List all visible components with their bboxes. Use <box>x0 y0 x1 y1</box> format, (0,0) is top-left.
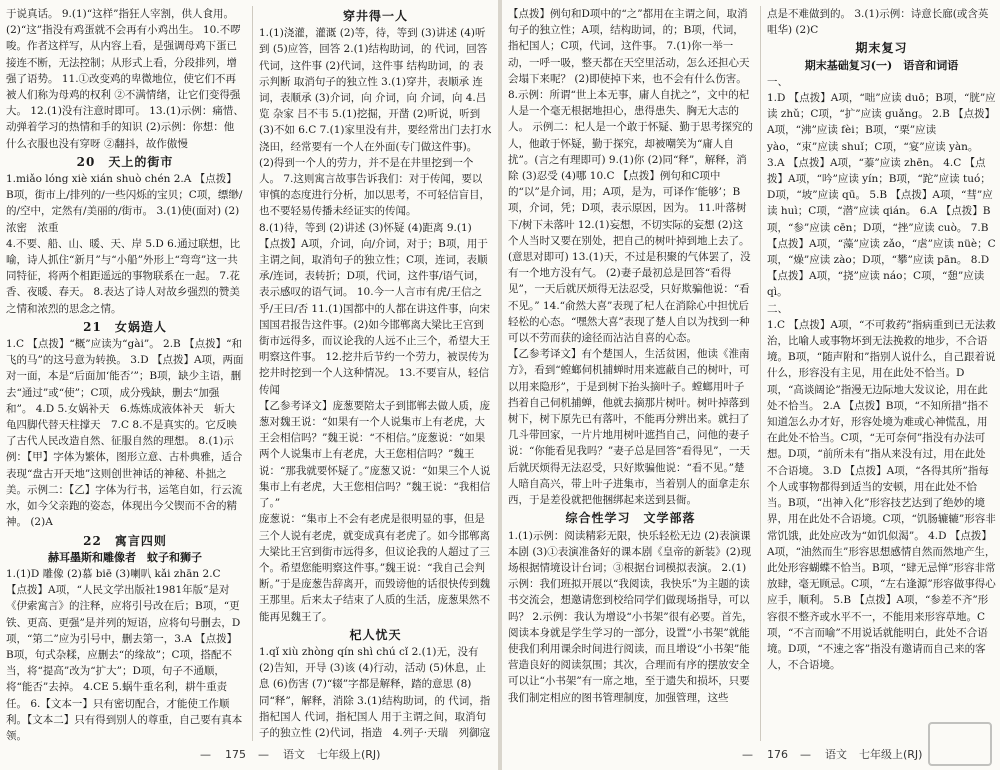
left-column-1 <box>6 6 244 741</box>
answer-paragraph: 于说真话。 9.(1)“这样”指狂人宰割，供人食用。 (2)“这”指没有鸡蛋就不会再有小鸡出生。 10.不啰唆。作者这样写，从内容上看，是强调母鸡下蛋已接连不断，无法控制；从形式上看，分段排列，增强了语势。 11.①改变鸡的卑微地位，使它们不再被人们称为母鸡的权利 ②不满情绪，让它们变得强大。 12.(1)没有注意时即可。 13.(1)示例：痛惜、动弹着学习的热情和手的知识 (2)示例：你想：他什么衣服也没有穿呀 ②翻抖，故作傲慢 <box>6 8 244 150</box>
subject-label: 语文 <box>283 748 305 761</box>
section-heading: 杞人忧天 <box>349 627 402 642</box>
answer-paragraph: 1.qǐ xiù zhòng qín shì chú cǐ 2.(1)无，没有 (2)告知，开导 (3)该 (4)行动，活动 (5)休息，止息 (6)伤害 (7)“辍”字都是解释，踏的意思 (8)同“释”，解释，消除 3.(1)结构助词，的 代词，指 指杞国人 代词，指杞国人 用于主谓之间，取消句子的独立性 (2)代词，指造 4.列子·天瑞 列御寇 <box>259 645 491 739</box>
answer-paragraph: 1.C 【点拨】“概”应读为“gài”。 2.B 【点拨】“和飞的马”的这号意为转换。 3.D 【点拨】A项，两面对一面，本是“后面加‘能否’”；B项，缺少主语，删去“通过”或“使”；C项，成分残缺，删去“加强和”。 4.D 5.女娲补天 6.炼炼成液体补天 斩大龟四脚代替天柱撑天 7.C 8.不是真实的。它反映了古代人民改造自然、征服自然的理想。 8.(1)示例：【甲】字体为繁体，图形立意、古朴典雅，适合表现“盘古开天地”这则创世神话的神秘、朴拙之美。示例二：【乙】字体为行书，运笔自如，行云流水，如今父亲跑的姿态，体现出今父锲而不舍的精神。 (2)A <box>6 338 244 529</box>
left-page <box>0 0 498 770</box>
right-column-2 <box>760 6 996 741</box>
answer-paragraph: 1.(1)浇灌，灌溉 (2)等，待，等到 (3)讲述 (4)听到 (5)应答，回答 2.(1)结构助词，的 代词，回答 代词，这件事 (2)代词，这件事 结构助词，的 表示判断 取消句子的独立性 3.(1)穿井，表顺承 连词，表顺承 (3)介词，向 介词，向 介词，向 4.吕览 杂家 吕不韦 5.(1)挖掘，开凿 (2)听说，听到 (3)不如 6.C 7.(1)家里没有井，要经常出门去打水浇田，经常要有一个人在外面(专门做这件事)。(2)得到一个人的劳力，并不是在井里挖到一个人。 7.这则寓言故事告诉我们：对于传闻，要以审慎的态度进行分析，加以思考，不可轻信盲目，也不要轻易传播未经证实的传闻。 <box>259 27 492 218</box>
answer-paragraph: 1.miǎo lóng xiè xián shuò chén 2.A 【点拨】B项，街市上/排列的/一些闪烁的宝贝；C项，缥缈/的/空中，定然有/美丽的/街市。 3.(1)使(面对) (2)浓密 浓重 <box>6 173 243 234</box>
right-column-1 <box>508 6 753 741</box>
answer-paragraph: 二、 <box>767 302 788 315</box>
section-heading: 20 天上的街市 <box>76 154 174 169</box>
answer-paragraph: 【点拨】例句和D项中的“之”都用在主谓之间，取消句子的独立性；A项，结构助词，的；B项，代词，指杞国人；C项，代词，这件事。 7.(1)你一举一动，一呼一吸，整天都在天空里活动，怎么还担心天会塌下来呢？ (2)即使掉下来，也不会有什么伤害。 8.示例：所谓“世上本无事，庸人自扰之”，文中的杞人是一个毫无根据地担心，患得患失、胸无大志的人。 示例二：杞人是一个敢于怀疑、勤于思考探究的人，他敢于怀疑，勤于探究，却被嘲笑为“庸人自扰”。(言之有理即可) 9.(1)你 (2)同“释”，解释，消除 (3)忍受 (4)哪 10.C 【点拨】例句和C项中的“以”是介词，用；A项，是为，可译作‘能够’；B项，介词，凭；D项，表示原因，因为。 11.叶落树下/树下未落叶 12.(1)妄想，不切实际的妄想 (2)这个人当时又要在别处，把自己的树叶掉到地上去了。(意思对即可) 13.(1)天，不过是积聚的气体罢了，没有一个地方没有气。 (2)妻子最初总是回答“看得见”，一天后就厌烦得无法忍受，只好欺骗他说：“看不见。” 14.“俞然大喜”表现了杞人在消除心中担忧后轻松的心态。“嘿然大喜”表现了楚人自以为找到一种可以不劳而获的途径而沾沾自喜的心态。 <box>508 8 753 345</box>
answer-paragraph: 点是不难做到的。 3.(1)示例：诗意长廊(或含英咀华) (2)C <box>767 8 989 37</box>
grade-label: 七年级上(RJ) <box>859 748 923 761</box>
answer-paragraph: 1.(1)示例：阅读精彩无限，快乐轻松无边 (2)表演课本剧 (3)①表演准备好的课本剧《皇帝的新装》(2)现场根据情境设计台词；③根据台词模拟表演。 2.(1)示例：我们班拟开展以“我阅读，我快乐”为主题的读书交流会，想邀请您到校给同学们做现场指导，可以吗？ 2.示例：我认为增设“小书架”很有必要。首先，阅读本身就是学生学习的一部分，设置“小书架”就能使我们利用课余时间进行阅读，而且增设“小书架”能营造良好的阅读氛围；其次，合理而有序的摆放安全可以让“小书架”有一席之地，至于遗失和损坏，只要我们制定相应的图书管理制度，加强管理，这些 <box>508 529 753 704</box>
answer-paragraph: 【乙参考译文】庞葱要陪太子到邯郸去做人质，庞葱对魏王说：“如果有一个人说集市上有老虎，大王会相信吗？”魏王说：“不相信。”庞葱说：“如果两个人说集市上有老虎，大王您相信吗？”魏王说：“那我就要怀疑了。”庞葱又说：“如果三个人说集市上有老虎，大王您相信吗？”魏王说：“我相信了。” <box>259 399 491 510</box>
answer-paragraph: 【乙参考译文】有个楚国人，生活贫困，他读《淮南方》，看到“螳螂伺机捕蝉时用来遮蔽自己的树叶，可以用来隐形”，于是到树下抬头摘叶子。螳螂用叶子挡着自己伺机捕蝉，他就去摘那片树叶。树叶掉落到树下，树下原先已有落叶，不能再分辨出来。就扫了几斗带回家，一片片地用树叶遮挡自己，问他的妻子说：“你能看见我吗？”妻子总是回答“看得见”，一天后就厌烦得无法忍受，只好欺骗他说：“看不见。”楚人暗自高兴，带上叶子进集市，当着别人的面拿走东西，于是差役就把他捆绑起来送到县衙。 <box>508 348 750 507</box>
answer-paragraph: 1.C 【点拨】A项，“不可救药”指病重到已无法救治，比喻人或事物坏到无法挽救的地步，不合语境。B项，“随声附和”指别人说什么，自己跟着说什么，形容没有主见，用在此处不恰当。D项，“高谈阔论”指漫无边际地大发议论，用在此处不恰当。 2.A 【点拨】B项，“不知所措”指不知道怎么办才好，形容处境为难或心神慌乱，用在此处不恰当。C项，“无可奈何”指没有办法可想。D项，“前所未有”指从来没有过，用在此处不合语境。 3.D 【点拨】A项，“各得其所”指每个人或事物都得到适当的安顿，用在此处不恰当。B项，“出神入化”形容技艺达到了绝妙的境界，用在此处不合语境。C项，“饥肠辘辘”形容非常饥饿，此处应改为“如饥似渴”。 4.D 【点拨】A项，“油然而生”形容思想感情自然而然地产生，此处形容蝴蝶不恰当。B项，“肆无忌惮”形容非常放肆，毫无顾忌。C项，“左右逢源”形容做事得心应手，顺利。 5.B 【点拨】A项，“参差不齐”形容很不整齐或水平不一，不能用来形容草地。C项，“不言而喻”不用说话就能明白，此处不合语境。D项，“不速之客”指没有邀请而自己来的客人，不合语境。 <box>767 318 996 672</box>
right-page-footer: — 176 — 语文 七年级上(RJ) <box>742 747 923 761</box>
answer-paragraph: 1.(1)D 雕像 (2)慕 biē (3)喇叭 kǎi zhān 2.C 【点拨】A项，“人民文学出版社1981年版”是对《伊索寓言》的注释，应将引号改在后；B项，“更铁、更高、更强”是并列的短语，应将句号删去，D项，“第二”应为引号中，删去第一，3.A 【点拨】B项，句式杂糅，应删去“的缘故”；C项，搭配不当，将“提高”改为“扩大”；D项，句子不通顺，将“能否”去掉。 4.CE 5.蜗牛重名利，耕牛重责任。 6.【文本一】只有密切配合，才能使工作顺利。【文本二】只有得到别人的尊重，自己要有真本领。 <box>6 567 243 741</box>
answer-paragraph: 4.不要、船、山、暖、天、岸 5.D 6.通过联想，比喻，诗人抓住“新月”与“小船”外形上“弯弯”这一共同特征，将两个相距遥远的事物联系在一起。 7.花香、夜暖、春天。 8.表达了诗人对故乡强烈的赞美之情和浓烈的思念之情。 <box>6 237 241 315</box>
watermark-stamp <box>928 722 992 766</box>
right-page <box>502 0 1000 770</box>
section-heading: 期末复习 <box>855 41 908 56</box>
answer-paragraph: 8.(1)待，等到 (2)讲述 (3)怀疑 (4)距离 9.(1)【点拨】A项，介词，向/介词，对于；B项，用于主谓之间，取消句子的独立性；C项，连词，表顺承/连词，表转折；D项，代词，这件事/语气词，表示感叹的语气词。 10.今一人言市有虎/王信之乎/王曰/否 11.(1)国都中的人都在讲这件事，向宋国国君报告这件事。(2)如今邯郸离大梁比王宫到街市远得多，而议论我的人远不止三个，希望大王明察这件事。 12.挖井后节约一个劳力，被误传为挖井时挖到一个人这种情况。 13.不要盲从，轻信传闻 <box>259 221 490 396</box>
left-page-footer: — 175 — 语文 七年级上(RJ) <box>200 747 381 761</box>
answer-paragraph: 庞葱说：“集市上不会有老虎是很明显的事，但是三个人说有老虎，就变成真有老虎了。如今邯郸离大梁比王宫到街市远得多，但议论我的人超过了三个。希望您能明察这件事。”魏王说：“我自己会判断。”于是庞葱告辞离开，而毁谤他的话很快传到魏王那里。后来太子结束了人质的生活，庞葱果然不能再见魏王了。 <box>259 513 491 623</box>
section-heading: 21 女娲造人 <box>83 319 167 334</box>
section-subheading: 赫耳墨斯和雕像者 蚊子和狮子 <box>48 550 202 564</box>
section-heading: 22 寓言四则 <box>83 533 167 548</box>
subject-label: 语文 <box>825 748 847 761</box>
grade-label: 七年级上(RJ) <box>317 748 381 761</box>
page-number: 176 <box>767 747 788 761</box>
answer-paragraph: 1.D 【点拨】A项，“咄”应读 duō；B项，“胱”应读 zhǔ；C项，“扩”应读 guǎng。 2.B 【点拨】A项，“沸”应读 fèi；B项，“栗”应读 yào，“束”应读 shuǐ；C项，“宴”应读 yàn。 3.A 【点拨】A项，“蓁”应读 zhēn。 4.C 【点拨】A项，“吟”应读 yín；B项，“跎”应读 tuó；D项，“坡”应读 qū。 5.B 【点拨】A项，“彗”应读 huì；C项，“潜”应读 qián。 6.A 【点拨】B项，“参”应读 cēn；D项，“挫”应读 cuò。 7.B 【点拨】A项，“藻”应读 zǎo，“虐”应读 nüè；C项，“燥”应读 zào；D项，“攀”应读 pān。 8.D 【点拨】A项，“挠”应读 náo；C项，“憩”应读 qì。 <box>767 92 996 299</box>
section-subheading: 期末基础复习(一) 语音和词语 <box>804 58 959 72</box>
left-column-2 <box>252 6 492 741</box>
section-heading: 综合性学习 文学部落 <box>565 511 696 526</box>
answer-paragraph: 一、 <box>767 75 788 88</box>
page-number: 175 <box>225 747 246 761</box>
section-heading: 穿井得一人 <box>342 9 408 23</box>
